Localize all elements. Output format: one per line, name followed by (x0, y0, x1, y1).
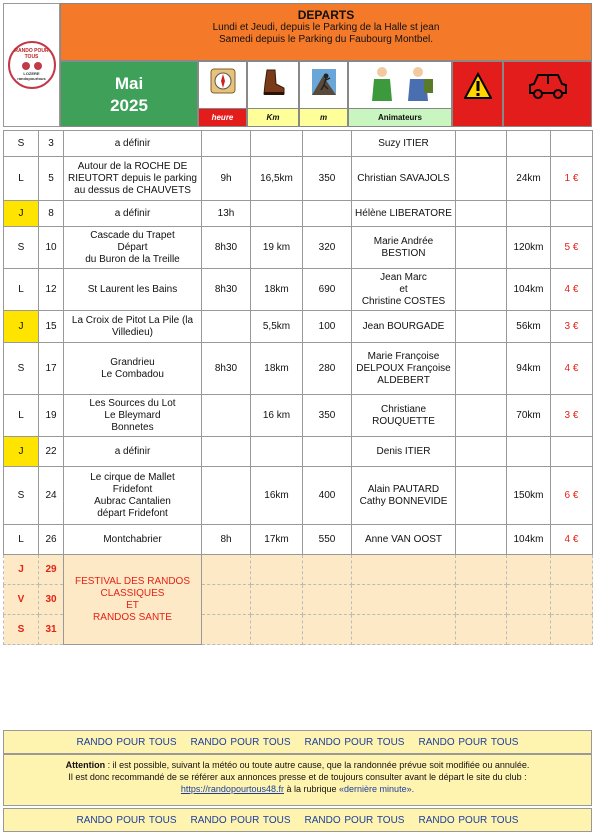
festival-empty-cell (507, 555, 551, 585)
cell-price: 3 € (551, 395, 593, 437)
cell-title: a définir (64, 437, 202, 467)
cell-heure (202, 131, 251, 157)
club-logo (8, 41, 56, 89)
cell-date: 17 (39, 343, 64, 395)
cell-heure (202, 437, 251, 467)
festival-empty-cell (352, 555, 456, 585)
cell-price: 6 € (551, 467, 593, 525)
cell-price: 5 € (551, 227, 593, 269)
departs-banner (60, 3, 592, 61)
cell-day: S (4, 467, 39, 525)
cell-dist: 70km (507, 395, 551, 437)
notice-line-1: : il est possible, suivant la météo ou toute autre cause, que la randonnée prévue soit modifiée ou annulée. (105, 760, 530, 770)
logo-top-text: RANDO POUR TOUS (14, 48, 49, 60)
departs-line-1: Lundi et Jeudi, depuis le Parking de la Halle st jean (212, 22, 440, 33)
cell-warn (456, 467, 507, 525)
festival-empty-cell (551, 555, 593, 585)
cell-date: 26 (39, 525, 64, 555)
col-heure-label: heure (199, 108, 246, 126)
cell-m: 100 (303, 311, 352, 343)
cell-km: 16km (251, 467, 303, 525)
festival-row (4, 555, 593, 585)
festival-empty-cell (251, 555, 303, 585)
cell-warn (456, 269, 507, 311)
banner-text: RANDO POUR TOUS (304, 814, 405, 826)
cell-heure (202, 311, 251, 343)
table-row (4, 437, 593, 467)
cell-km (251, 201, 303, 227)
table-row (4, 227, 593, 269)
cell-price: 4 € (551, 525, 593, 555)
table-row (4, 525, 593, 555)
cell-day: S (4, 227, 39, 269)
table-row (4, 157, 593, 201)
cell-m: 350 (303, 157, 352, 201)
cell-price: 4 € (551, 343, 593, 395)
cell-warn (456, 227, 507, 269)
cell-title: Montchabrier (64, 525, 202, 555)
cell-anim: Jean Marc et Christine COSTES (352, 269, 456, 311)
banner-text: RANDO POUR TOUS (190, 736, 291, 748)
cell-dist: 120km (507, 227, 551, 269)
cell-anim: Marie Andrée BESTION (352, 227, 456, 269)
cell-m (303, 131, 352, 157)
cell-date: 24 (39, 467, 64, 525)
cell-anim: Anne VAN OOST (352, 525, 456, 555)
banner-text: RANDO POUR TOUS (304, 736, 405, 748)
cell-m: 550 (303, 525, 352, 555)
cell-heure: 9h (202, 157, 251, 201)
cell-warn (456, 395, 507, 437)
cell-price: 4 € (551, 269, 593, 311)
cell-day: L (4, 525, 39, 555)
cell-heure: 8h30 (202, 269, 251, 311)
departs-line-2: Samedi depuis le Parking du Faubourg Montbel. (218, 34, 434, 45)
cell-date: 22 (39, 437, 64, 467)
cell-m (303, 201, 352, 227)
cell-day: S (4, 131, 39, 157)
climber-icon (311, 68, 337, 96)
month-cell (60, 61, 198, 127)
compass-icon (210, 68, 236, 94)
festival-empty-cell (456, 555, 507, 585)
cell-anim: Suzy ITIER (352, 131, 456, 157)
festival-empty-cell (456, 615, 507, 645)
banner-text: RANDO POUR TOUS (190, 814, 291, 826)
cell-title: Le cirque de Mallet Fridefont Aubrac Cantalien départ Fridefont (64, 467, 202, 525)
cell-m: 350 (303, 395, 352, 437)
cell-date: 8 (39, 201, 64, 227)
festival-empty-cell (507, 585, 551, 615)
table-row (4, 343, 593, 395)
table-row (4, 201, 593, 227)
cell-title: a définir (64, 131, 202, 157)
banner-text: RANDO POUR TOUS (418, 736, 519, 748)
cell-price (551, 437, 593, 467)
cell-anim: Denis ITIER (352, 437, 456, 467)
notice-bold: Attention (65, 760, 106, 770)
festival-day: V (4, 585, 39, 615)
cell-dist (507, 201, 551, 227)
cell-warn (456, 157, 507, 201)
festival-empty-cell (352, 615, 456, 645)
festival-empty-cell (456, 585, 507, 615)
festival-empty-cell (251, 585, 303, 615)
notice-box (3, 754, 592, 806)
cell-day: L (4, 157, 39, 201)
cell-date: 5 (39, 157, 64, 201)
cell-heure: 13h (202, 201, 251, 227)
logo-hikers-icon (20, 61, 44, 71)
warning-icon (464, 72, 492, 100)
cell-title: a définir (64, 201, 202, 227)
departs-title: DEPARTS (297, 8, 355, 22)
table-row (4, 311, 593, 343)
festival-empty-cell (202, 555, 251, 585)
logo-mid-text: LOZERE (23, 71, 40, 77)
cell-date: 19 (39, 395, 64, 437)
cell-title: St Laurent les Bains (64, 269, 202, 311)
cell-heure: 8h (202, 525, 251, 555)
boot-icon (260, 68, 286, 96)
cell-price (551, 131, 593, 157)
car-icon (528, 70, 568, 100)
rando-banner-bottom (3, 808, 592, 832)
festival-empty-cell (202, 585, 251, 615)
cell-km: 16,5km (251, 157, 303, 201)
cell-warn (456, 525, 507, 555)
cell-day: S (4, 343, 39, 395)
table-row (4, 131, 593, 157)
banner-text: RANDO POUR TOUS (418, 814, 519, 826)
col-animateurs-header (348, 61, 452, 127)
month-label: Mai (114, 74, 144, 93)
cell-heure (202, 395, 251, 437)
cell-dist: 94km (507, 343, 551, 395)
cell-title: Les Sources du Lot Le Bleymard Bonnetes (64, 395, 202, 437)
cell-anim: Jean BOURGADE (352, 311, 456, 343)
festival-date: 29 (39, 555, 64, 585)
cell-dist: 104km (507, 525, 551, 555)
festival-empty-cell (551, 615, 593, 645)
cell-km: 19 km (251, 227, 303, 269)
cell-dist: 56km (507, 311, 551, 343)
festival-day: J (4, 555, 39, 585)
header (3, 3, 592, 127)
col-heure-header (198, 61, 247, 127)
cell-dist: 104km (507, 269, 551, 311)
cell-km: 18km (251, 343, 303, 395)
cell-km: 18km (251, 269, 303, 311)
festival-day: S (4, 615, 39, 645)
cell-title: Autour de la ROCHE DE RIEUTORT depuis le parking au dessus de CHAUVETS (64, 157, 202, 201)
cell-m: 320 (303, 227, 352, 269)
cell-date: 3 (39, 131, 64, 157)
col-km-header (247, 61, 299, 127)
cell-warn (456, 201, 507, 227)
cell-title: La Croix de Pitot La Pile (la Villedieu) (64, 311, 202, 343)
festival-empty-cell (551, 585, 593, 615)
col-m-header (299, 61, 348, 127)
cell-warn (456, 437, 507, 467)
festival-empty-cell (251, 615, 303, 645)
hikers-icon (362, 65, 438, 101)
cell-km: 5,5km (251, 311, 303, 343)
cell-m: 690 (303, 269, 352, 311)
cell-m (303, 437, 352, 467)
cell-price: 3 € (551, 311, 593, 343)
cell-warn (456, 343, 507, 395)
cell-date: 10 (39, 227, 64, 269)
table-row (4, 395, 593, 437)
banner-text: RANDO POUR TOUS (76, 736, 177, 748)
banner-text: RANDO POUR TOUS (76, 814, 177, 826)
cell-price (551, 201, 593, 227)
cell-title: Cascade du Trapet Départ du Buron de la Treille (64, 227, 202, 269)
cell-anim: Christian SAVAJOLS (352, 157, 456, 201)
cell-km: 17km (251, 525, 303, 555)
cell-heure: 8h30 (202, 343, 251, 395)
col-car-header (503, 61, 592, 127)
col-km-label: Km (248, 108, 298, 126)
cell-day: J (4, 201, 39, 227)
cell-dist: 150km (507, 467, 551, 525)
cell-day: L (4, 395, 39, 437)
table-row (4, 467, 593, 525)
cell-km (251, 437, 303, 467)
cell-heure: 8h30 (202, 227, 251, 269)
cell-price: 1 € (551, 157, 593, 201)
cell-m: 280 (303, 343, 352, 395)
festival-empty-cell (507, 615, 551, 645)
cell-km (251, 131, 303, 157)
festival-text: FESTIVAL DES RANDOS CLASSIQUES ET RANDOS SANTE (64, 555, 202, 645)
festival-empty-cell (352, 585, 456, 615)
cell-anim: Hélène LIBERATORE (352, 201, 456, 227)
col-animateurs-label: Animateurs (349, 108, 451, 126)
notice-derniere-minute: «dernière minute». (339, 784, 415, 794)
festival-date: 31 (39, 615, 64, 645)
cell-day: L (4, 269, 39, 311)
cell-m: 400 (303, 467, 352, 525)
cell-warn (456, 311, 507, 343)
club-website-link[interactable]: https://randopourtous48.fr (180, 784, 284, 794)
cell-date: 12 (39, 269, 64, 311)
cell-title: Grandrieu Le Combadou (64, 343, 202, 395)
logo-sub-text: randopourtous (17, 75, 46, 81)
notice-line-2: Il est donc recommandé de se référer aux annonces presse et de toujours consulter avant le départ le site du club : (68, 772, 527, 782)
cell-anim: Christiane ROUQUETTE (352, 395, 456, 437)
rando-banner-top (3, 730, 592, 754)
club-logo-cell (3, 3, 60, 127)
cell-date: 15 (39, 311, 64, 343)
cell-warn (456, 131, 507, 157)
notice-after: à la rubrique (283, 784, 340, 794)
cell-dist: 24km (507, 157, 551, 201)
year-label: 2025 (110, 96, 148, 115)
cell-km: 16 km (251, 395, 303, 437)
festival-empty-cell (202, 615, 251, 645)
cell-day: J (4, 311, 39, 343)
table-row (4, 269, 593, 311)
festival-date: 30 (39, 585, 64, 615)
festival-empty-cell (303, 615, 352, 645)
cell-heure (202, 467, 251, 525)
schedule-table (3, 130, 593, 645)
cell-day: J (4, 437, 39, 467)
col-warning-header (452, 61, 503, 127)
festival-empty-cell (303, 555, 352, 585)
cell-dist (507, 437, 551, 467)
festival-empty-cell (303, 585, 352, 615)
cell-anim: Alain PAUTARD Cathy BONNEVIDE (352, 467, 456, 525)
col-m-label: m (300, 108, 347, 126)
cell-anim: Marie Françoise DELPOUX Françoise ALDEBERT (352, 343, 456, 395)
cell-dist (507, 131, 551, 157)
